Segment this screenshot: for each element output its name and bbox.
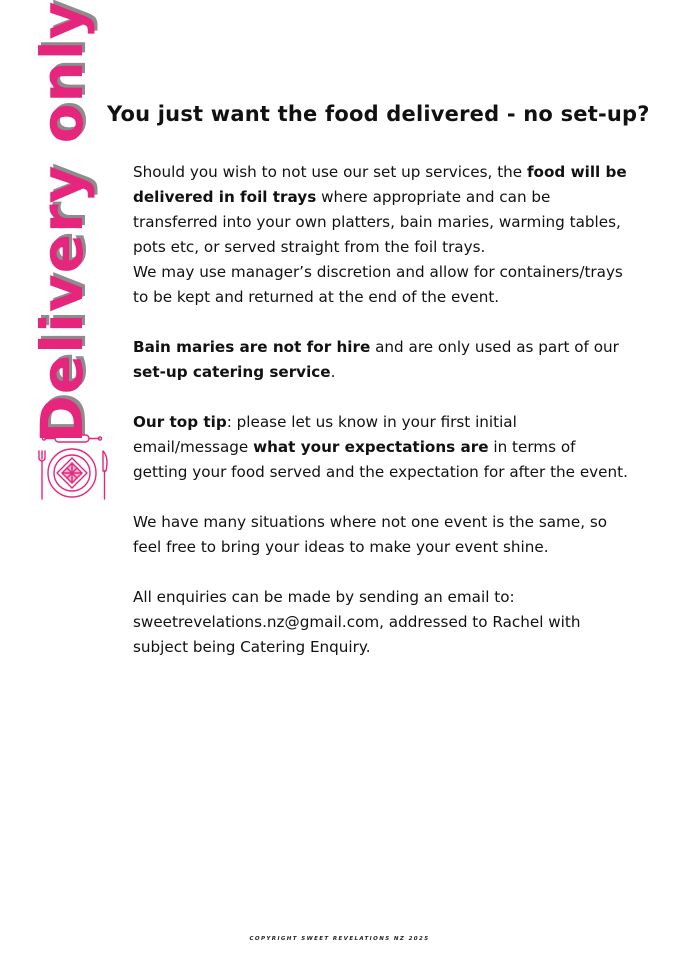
paragraph-text: .	[330, 363, 336, 381]
paragraph-text: We may use manager’s discretion and allow for containers/trays to be kept and returned at the end of the event.	[133, 263, 623, 306]
paragraph-bold: set-up catering service	[133, 363, 331, 381]
paragraph-enquiries: All enquiries can be made by sending an email to: sweetrevelations.nz@gmail.com, addressed to Rachel with subject being Catering Enquiry.	[133, 588, 581, 656]
paragraph-text: Should you wish to not use our set up services, the	[133, 163, 527, 181]
paragraph-situations: We have many situations where not one event is the same, so feel free to bring your ideas to make your event shine.	[133, 513, 608, 556]
paragraph-bold: Our top tip	[133, 413, 227, 431]
paragraph-text: in terms of getting your food served and the expectation for after the event.	[133, 438, 628, 481]
paragraph-bold: Bain maries are not for hire	[133, 338, 371, 356]
page-headline: You just want the food delivered - no set-up?	[107, 102, 650, 126]
body-content	[133, 160, 633, 685]
paragraph-top-tip	[133, 410, 633, 485]
paragraph-bain-maries	[133, 335, 633, 385]
copyright-footer: COPYRIGHT SWEET REVELATIONS NZ 2025	[249, 936, 430, 942]
plate-cutlery-rolling-pin-icon	[33, 433, 111, 505]
paragraph-text: : please let us know in your first initial email/message	[133, 413, 517, 456]
paragraph-text: where appropriate and can be transferred into your own platters, bain maries, warming tables, pots etc, or served straight from the foil trays.	[133, 188, 621, 256]
side-title: Delivery only	[28, 0, 96, 444]
paragraph-bold: food will be delivered in foil trays	[133, 163, 627, 206]
paragraph-foil-trays	[133, 160, 633, 310]
paragraph-bold: what your expectations are	[253, 438, 489, 456]
paragraph-text: and are only used as part of our	[370, 338, 619, 356]
